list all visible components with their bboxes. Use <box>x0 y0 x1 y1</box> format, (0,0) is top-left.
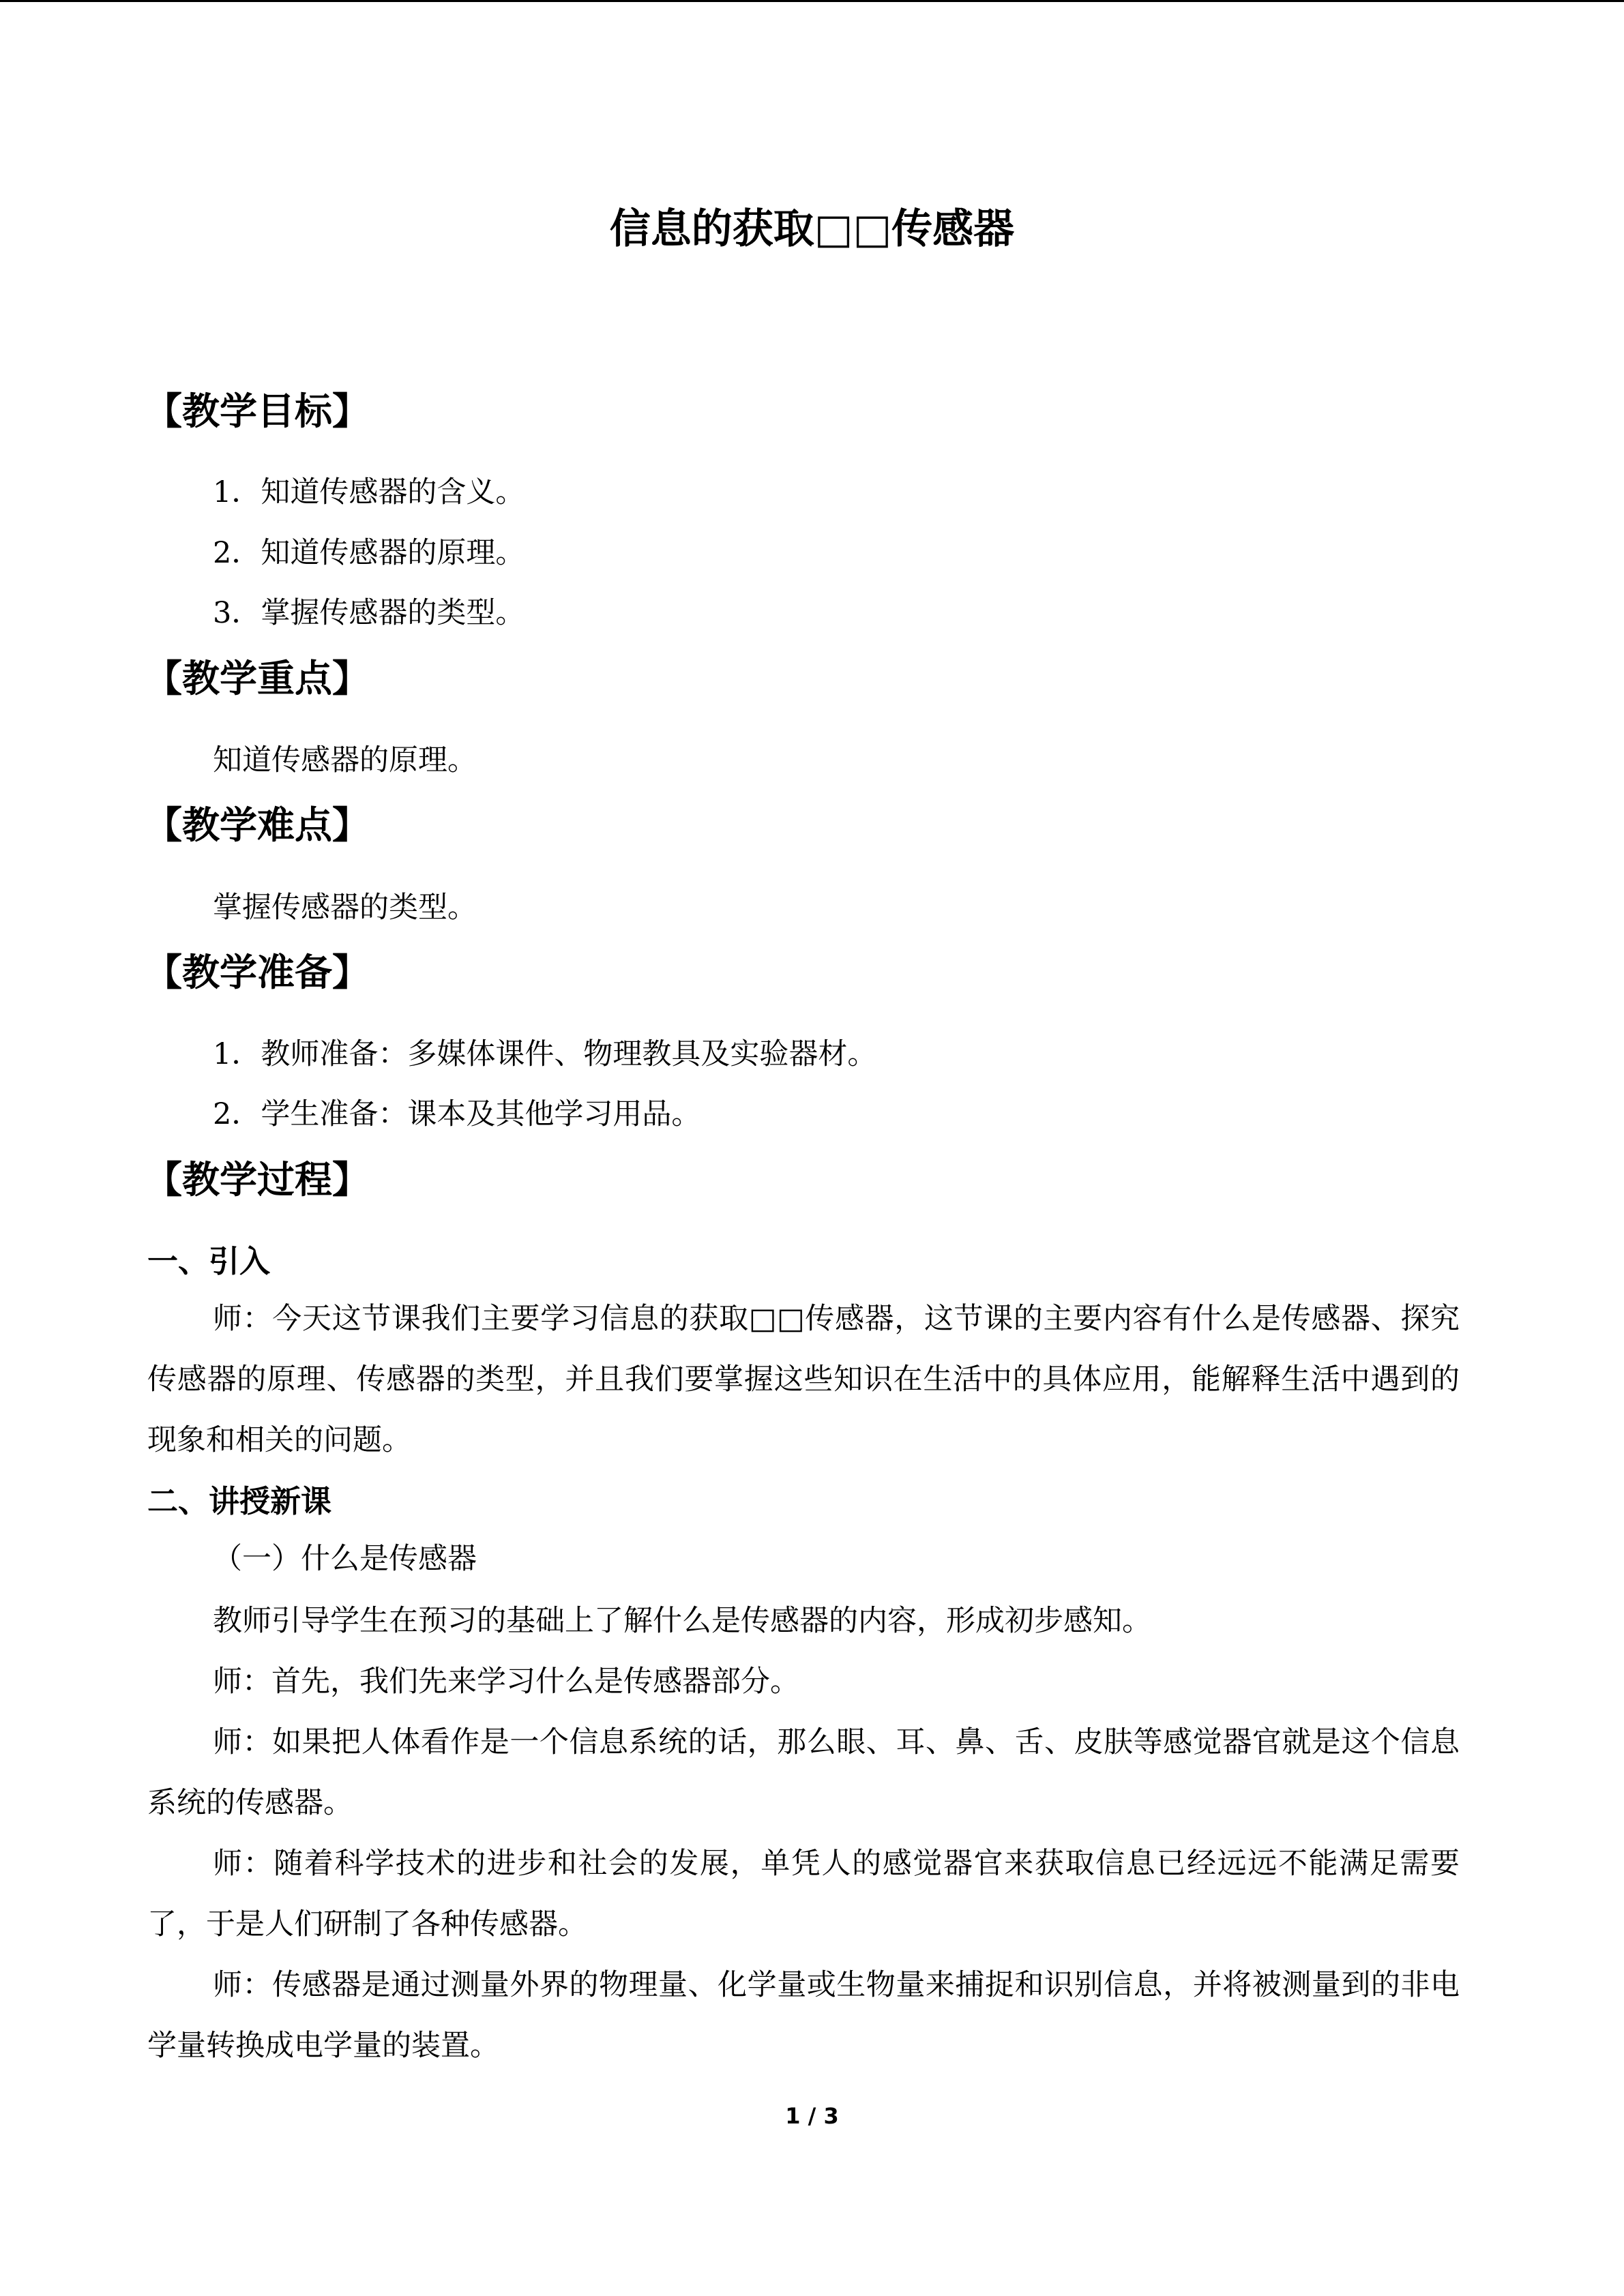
document-title: 信息的获取□□传感器 <box>609 205 1015 253</box>
objective-item: 2．知道传感器的原理。 <box>213 536 525 570</box>
page-number: 1 / 3 <box>785 2103 839 2129</box>
preparation-item: 2．学生准备：课本及其他学习用品。 <box>213 1097 701 1131</box>
objective-item: 1．知道传感器的含义。 <box>213 475 525 509</box>
body-paragraph: 师：首先，我们先来学习什么是传感器部分。 <box>213 1665 799 1699</box>
key-points-text: 知道传感器的原理。 <box>213 743 477 777</box>
page-top-border <box>0 0 1624 2</box>
difficulties-heading: 【教学难点】 <box>145 803 370 847</box>
body-paragraph: 师：如果把人体看作是一个信息系统的话，那么眼、耳、鼻、舌、皮肤等感觉器官就是这个信息系统的传感器。 <box>147 1725 1460 1820</box>
body-paragraph: 师：随着科学技术的进步和社会的发展，单凭人的感觉器官来获取信息已经远远不能满足需要了，于是人们研制了各种传感器。 <box>147 1847 1460 1941</box>
intro-heading: 一、引入 <box>147 1243 271 1279</box>
intro-paragraph: 师：今天这节课我们主要学习信息的获取□□传感器，这节课的主要内容有什么是传感器、探究传感器的原理、传感器的类型，并且我们要掌握这些知识在生活中的具体应用，能解释生活中遇到的现象和相关的问题。 <box>147 1302 1460 1457</box>
objectives-heading: 【教学目标】 <box>145 389 370 433</box>
body-paragraph: 教师引导学生在预习的基础上了解什么是传感器的内容，形成初步感知。 <box>213 1604 1151 1638</box>
objective-item: 3．掌握传感器的类型。 <box>213 596 525 630</box>
key-points-heading: 【教学重点】 <box>145 657 370 700</box>
preparation-item: 1．教师准备：多媒体课件、物理教具及实验器材。 <box>213 1037 877 1071</box>
difficulties-text: 掌握传感器的类型。 <box>213 891 477 925</box>
preparation-heading: 【教学准备】 <box>145 951 370 994</box>
body-paragraph: 师：传感器是通过测量外界的物理量、化学量或生物量来捕捉和识别信息，并将被测量到的非电学量转换成电学量的装置。 <box>147 1968 1460 2063</box>
process-heading: 【教学过程】 <box>145 1158 370 1202</box>
new-lesson-heading: 二、讲授新课 <box>147 1483 332 1519</box>
subsection-heading: （一）什么是传感器 <box>213 1542 477 1576</box>
